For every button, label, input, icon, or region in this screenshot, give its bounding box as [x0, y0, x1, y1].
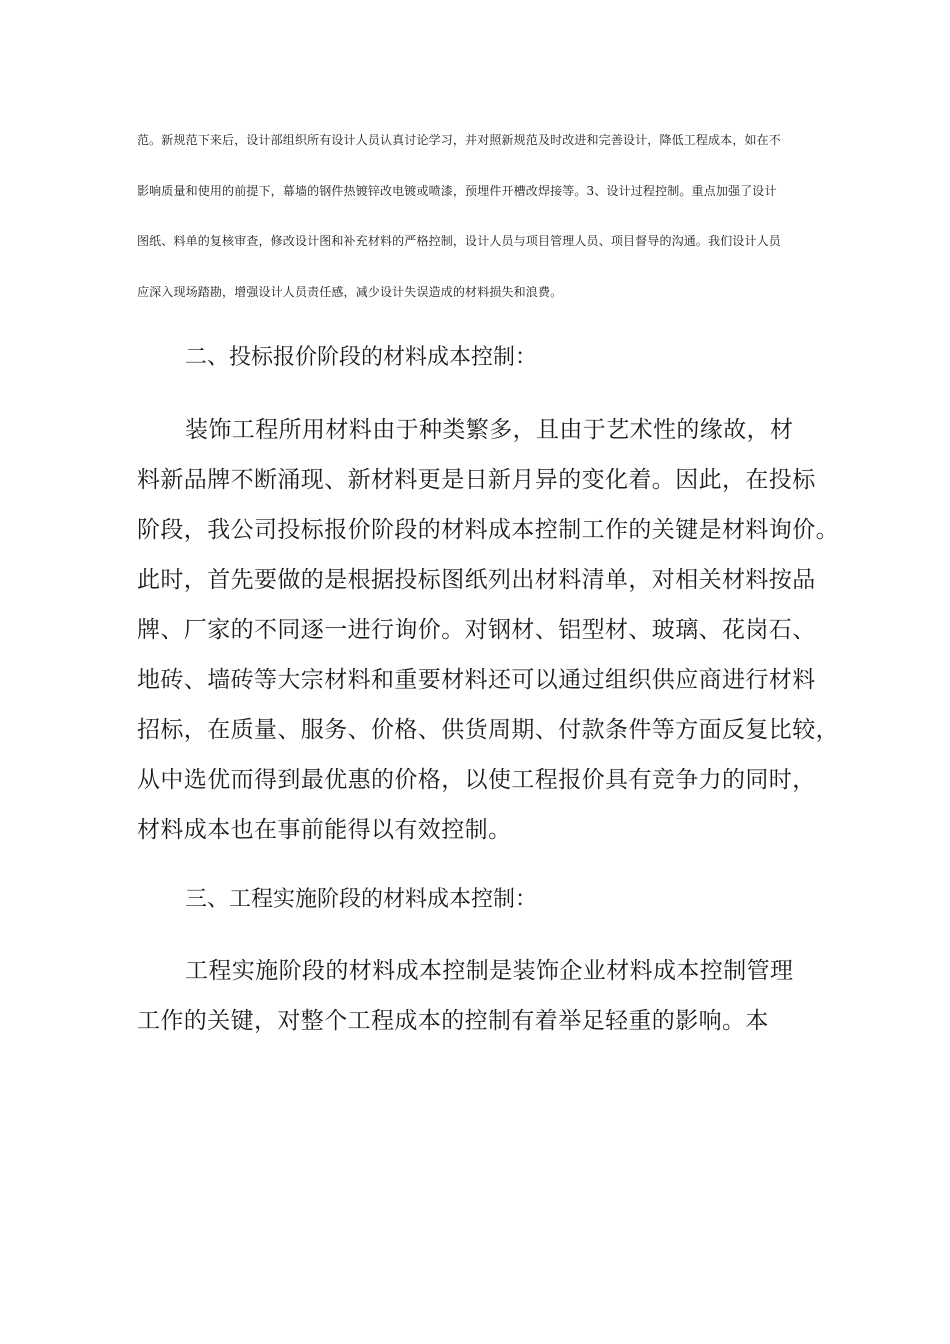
paragraph-line: 材料成本也在事前能得以有效控制。: [137, 817, 512, 843]
paragraph-line: 应深入现场踏勘，增强设计人员责任感，减少设计失误造成的材料损失和浪费。: [137, 285, 563, 299]
paragraph-line: 影响质量和使用的前提下，幕墙的钢件热镀锌改电镀或喷漆，预埋件开槽改焊接等。3、设计过程控制。重点加强了设计: [137, 184, 777, 198]
paragraph-line: 地砖、墙砖等大宗材料和重要材料还可以通过组织供应商进行材料: [137, 667, 816, 693]
paragraph-line: 阶段，我公司投标报价阶段的材料成本控制工作的关键是材料询价。: [137, 517, 839, 543]
paragraph-line: 招标，在质量、服务、价格、供货周期、付款条件等方面反复比较，: [137, 717, 839, 743]
paragraph-line: 此时，首先要做的是根据投标图纸列出材料清单，对相关材料按品: [137, 567, 816, 593]
paragraph-line: 图纸、料单的复核审查，修改设计图和补充材料的严格控制，设计人员与项目管理人员、项目督导的沟通。我们设计人员: [137, 234, 781, 248]
paragraph-line: 牌、厂家的不同逐一进行询价。对钢材、铝型材、玻璃、花岗石、: [137, 617, 816, 643]
paragraph-line: 工作的关键，对整个工程成本的控制有着举足轻重的影响。本: [137, 1008, 769, 1034]
paragraph-line: 从中选优而得到最优惠的价格，以使工程报价具有竞争力的同时，: [137, 767, 816, 793]
paragraph-line: 工程实施阶段的材料成本控制是装饰企业材料成本控制管理: [185, 958, 794, 984]
paragraph-line: 料新品牌不断涌现、新材料更是日新月异的变化着。因此，在投标: [137, 467, 816, 493]
paragraph-line: 装饰工程所用材料由于种类繁多，且由于艺术性的缘故，材: [185, 417, 794, 443]
paragraph-line: 范。新规范下来后，设计部组织所有设计人员认真讨论学习，并对照新规范及时改进和完善设计，降低工程成本，如在不: [137, 133, 781, 147]
section-heading: 二、投标报价阶段的材料成本控制：: [185, 345, 538, 370]
section-heading: 三、工程实施阶段的材料成本控制：: [185, 887, 538, 912]
